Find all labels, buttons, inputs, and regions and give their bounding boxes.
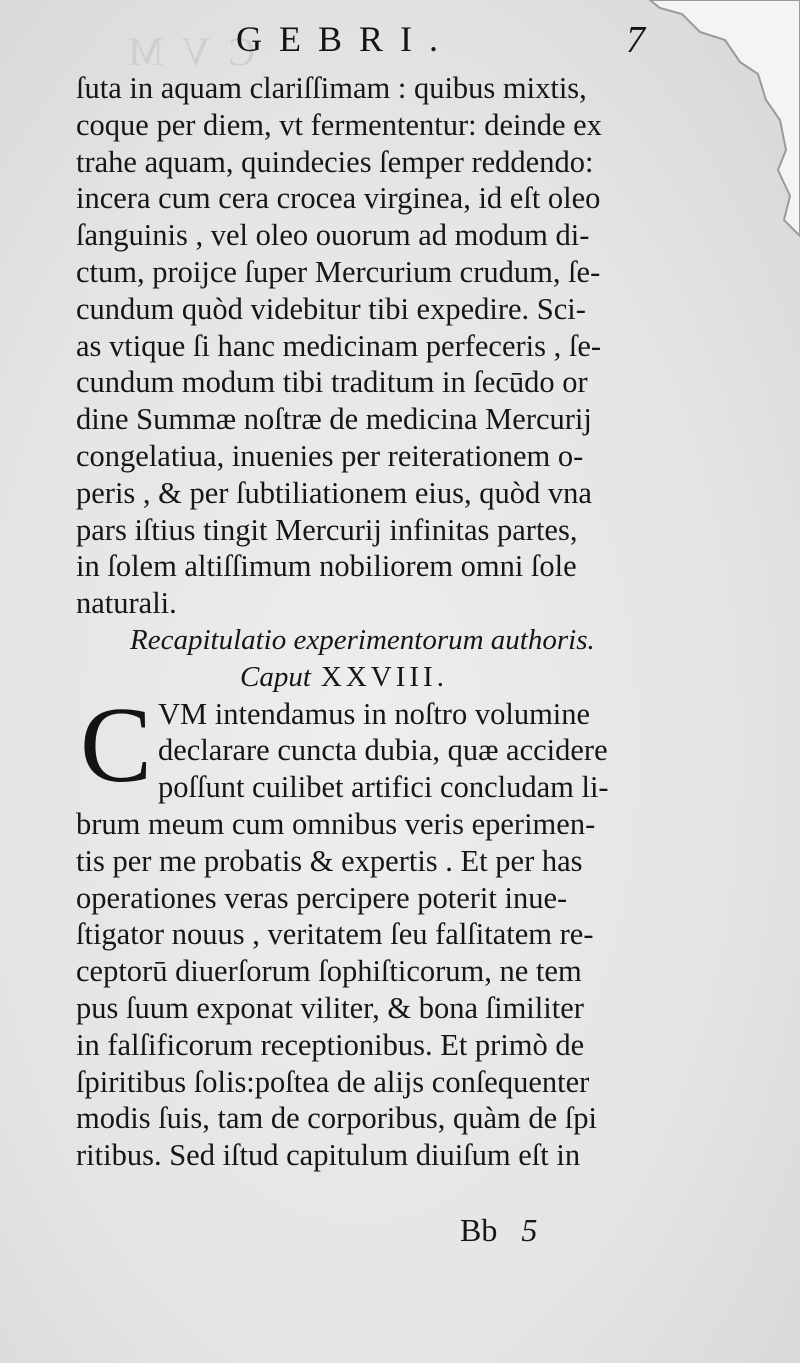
text-line: ſpiritibus ſolis:poſtea de alijs conſequenter: [76, 1064, 590, 1099]
folio-number: 7: [626, 19, 645, 61]
paragraph-continued: [76, 70, 698, 622]
text-line: ſanguinis , vel oleo ouorum ad modum di-: [76, 218, 590, 253]
chapter-number: XXVIII.: [320, 660, 448, 693]
text-line: congelatiua, inuenies per reiterationem o-: [76, 438, 584, 473]
text-line: declarare cuncta dubia, quæ accidere: [158, 733, 608, 768]
text-line: naturali.: [76, 586, 177, 621]
text-line: operationes veras percipere poterit inue-: [76, 880, 568, 915]
text-line: modis ſuis, tam de corporibus, quàm de ſpi: [76, 1101, 597, 1136]
text-line: peris , & per ſubtiliationem eius, quòd vna: [76, 475, 592, 510]
text-line: cundum modum tibi traditum in ſecūdo or: [76, 365, 588, 400]
text-line: ceptorū diuerſorum ſophiſticorum, ne tem: [76, 954, 582, 989]
chapter-rubric: Recapitulatio experimentorum authoris.: [130, 623, 595, 656]
page-header: [0, 14, 800, 68]
text-line: ſtigator nouus , veritatem ſeu falſitatem re-: [76, 917, 594, 952]
text-line: incera cum cera crocea virginea, id eſt oleo: [76, 181, 601, 216]
body-text: [76, 70, 698, 1174]
text-line: in ſolem altiſſimum nobiliorem omni ſole: [76, 549, 577, 584]
text-line: ritibus. Sed iſtud capitulum diuiſum eſt in: [76, 1138, 581, 1173]
text-line: cundum quòd videbitur tibi expedire. Sci-: [76, 291, 586, 326]
text-line: in falſificorum receptionibus. Et primò de: [76, 1027, 585, 1062]
text-line: as vtique ſi hanc medicinam perfeceris , ſe-: [76, 328, 602, 363]
signature-mark: Bb: [460, 1212, 498, 1248]
caput-word: Caput: [240, 660, 311, 693]
drop-cap-initial: C: [80, 685, 153, 805]
text-line: pars iſtius tingit Mercurij infinitas partes,: [76, 512, 578, 547]
text-line: poſſunt cuilibet artifici concludam li-: [158, 770, 609, 805]
text-line: trahe aquam, quindecies ſemper reddendo:: [76, 144, 594, 179]
text-line: tis per me probatis & expertis . Et per has: [76, 843, 583, 878]
text-line: dine Summæ noſtræ de medicina Mercurij: [76, 402, 592, 437]
text-line: VM intendamus in noſtro volumine: [158, 696, 591, 731]
running-title: GEBRI.: [236, 19, 455, 59]
bleed-through-text: CVM: [110, 29, 256, 74]
chapter-heading: [76, 659, 698, 696]
text-line: pus ſuum exponat viliter, & bona ſimiliter: [76, 990, 584, 1025]
paragraph-chapter: [76, 685, 698, 1174]
text-line: ſuta in aquam clariſſimam : quibus mixtis,: [76, 71, 587, 105]
text-line: brum meum cum omnibus veris eperimen-: [76, 806, 596, 841]
text-line: ctum, proijce ſuper Mercurium crudum, ſe-: [76, 254, 601, 289]
text-line: coque per diem, vt fermententur: deinde ex: [76, 107, 602, 142]
page-footer: [460, 1212, 537, 1249]
signature-number: 5: [521, 1212, 538, 1248]
